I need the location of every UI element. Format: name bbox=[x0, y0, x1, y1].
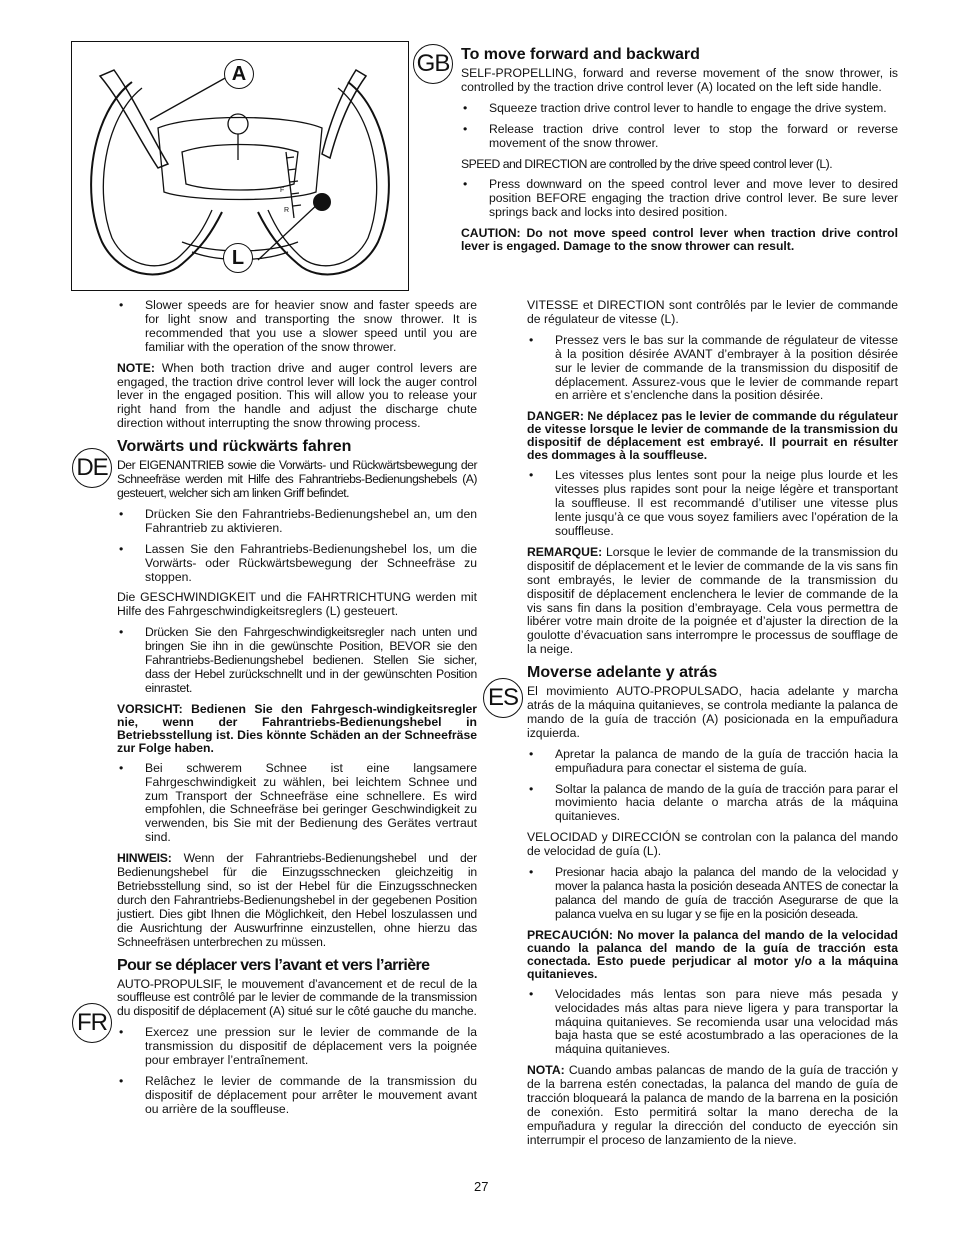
right-column bbox=[527, 299, 898, 1155]
gb-intro: SELF-PROPELLING, forward and reverse movement of the snow thrower, is controlled by the traction drive control lever (A) located on the left side handle. bbox=[461, 66, 898, 94]
gb-bullet-3: • Press downward on the speed control lever and move lever to desired position BEFORE engaging the traction drive control lever. Be sure lever springs back and locks into desired position. bbox=[461, 178, 898, 220]
de-note-text: Wenn der Fahrantriebs-Bedienungshebel und der Bedienungshebel für die Einzugsschnecken gleichzeitig in Betriebsstellung sind, so ist der Hebel für die Einzugsschnecken durch den Fahrantriebs-Bedienungshebel in der gegebenen Position justiert. Dies gibt Ihnen die Möglichkeit, den Hebel loszulassen und die Ausrichtung der Auswurfrinne einzustellen, ohne hierzu das Schneefräsen unterbrechen zu müssen. bbox=[117, 851, 477, 949]
fr-note-text: Lorsque le levier de commande de la transmission du dispositif de déplacement et le levier de commande de la vis sans fin sont embrayés, le levier de commande de la transmission du dispositif de déplacement enclenchera le levier de commande de la vis sans fin dans la position d’embrayage. Cela vous permettra de libérer votre main droite de la poignée et d’ajuster la direction de la goulotte d’évacuation sans interrompre le processus de soufflage de la neige. bbox=[527, 544, 899, 657]
gb-section bbox=[461, 46, 898, 260]
gb-speed-direction: SPEED and DIRECTION are controlled by the drive speed control lever (L). bbox=[461, 156, 833, 171]
es-note-text: Cuando ambas palancas de mando de la guía de tracción y de la barrena estén conectadas, la palanca del mando de guía de tracción bloqueará la palanca de mando de la barrena en la posición de conexión. Esto permitirá soltar la mano derecha de la empuñadura y regular la dirección del conducto de eyección sin interrumpir el proceso de lanzamiento de la nieve. bbox=[527, 1063, 898, 1147]
fr-bullet-2: • Relâchez le levier de commande de la transmission du dispositif de déplacement pour arrêter le mouvement avant ou arrière de la souffleuse. bbox=[117, 1075, 477, 1117]
gb-heading: To move forward and backward bbox=[461, 46, 700, 63]
fr-danger: DANGER: Ne déplacez pas le levier de commande du régulateur de vitesse lorsque le levier de commande de la transmission du dispositif de déplacement est embrayé. Il pourrait en résulter des dommages à la souffleuse. bbox=[527, 409, 898, 463]
de-note-label: HINWEIS: bbox=[117, 851, 172, 866]
gb-bullet-1: • Squeeze traction drive control lever to handle to engage the drive system. bbox=[461, 102, 898, 116]
fr-speed-direction: VITESSE et DIRECTION sont contrôlés par le levier de commande de régulateur de vitesse (L). bbox=[527, 298, 898, 326]
gb-caution: CAUTION: Do not move speed control lever when traction drive control lever is engaged. Damage to the snow thrower can result. bbox=[461, 226, 898, 254]
lang-badge-de: DE bbox=[72, 448, 112, 488]
gb-bullet-2: • Release traction drive control lever to stop the forward or reverse movement of the snow thrower. bbox=[461, 123, 898, 151]
es-bullet-1: • Apretar la palanca de mando de la guía de tracción hacia la empuñadura para conectar el sistema de guía. bbox=[527, 748, 898, 776]
figure-label-a: A bbox=[224, 59, 254, 89]
de-bullet-3: • Drücken Sie den Fahrgeschwindigkeitsregler nach unten und bringen Sie ihn in die gewünschte Position, BEVOR sie den Fahrantriebs-Bedienungshebel bedienen. Stellen Sie sicher, dass der Hebel zurückschnellt und in der gewünschten Position einrastet. bbox=[117, 626, 477, 696]
es-bullet-3: • Presionar hacia abajo la palanca del mando de la velocidad y mover la palanca hasta la posición deseada ANTES de conectar la palanca del mando de guía de tracción Asegurarse de que la palanca vuelva en su lugar y se fije en la posición deseada. bbox=[527, 866, 898, 922]
figure-label-l: L bbox=[223, 243, 253, 273]
scale-letter-r: R bbox=[284, 207, 290, 214]
es-precaution: PRECAUCIÓN: No mover la palanca del mando de la velocidad cuando la palanca del mando de la guía de tracción esta conectada. Esto puede perjudicar al motor y/o a la máquina quitanieves. bbox=[527, 927, 898, 981]
gb-note bbox=[117, 362, 477, 432]
fr-bullet-1: • Exercez une pression sur le levier de commande de la transmission du dispositif de déplacement vers la poignée pour embrayer l’entraînement. bbox=[117, 1026, 477, 1068]
de-speed-direction: Die GESCHWINDIGKEIT und die FAHRTRICHTUNG werden mit Hilfe des Fahrgeschwindigkeitsreglers (L) gesteuert. bbox=[117, 590, 477, 619]
fr-intro: AUTO-PROPULSIF, le mouvement d’avancement et de recul de la souffleuse est contrôlé par le levier de commande de la transmission du dispositif de déplacement (A) situé sur le côté gauche du manche. bbox=[117, 976, 477, 1019]
es-bullet-2: • Soltar la palanca de mando de la guía de tracción para parar el movimiento hacia delante o marcha atrás de la máquina quitanieves. bbox=[527, 783, 898, 825]
page-number: 27 bbox=[474, 1179, 489, 1194]
fr-heading: Pour se déplacer vers l’avant et vers l’arrière bbox=[117, 956, 430, 974]
de-note bbox=[117, 852, 477, 949]
de-bullet-2: • Lassen Sie den Fahrantriebs-Bedienungshebel los, um die Vorwärts- oder Rückwärtsbewegung der Schneefräse zu stoppen. bbox=[117, 543, 477, 585]
scale-letter-f: F bbox=[280, 187, 285, 194]
left-column bbox=[117, 299, 477, 1124]
es-note bbox=[527, 1064, 898, 1147]
gb-bullet-4: • Slower speeds are for heavier snow and faster speeds are for light snow and transporting the snow thrower. It is recommended that you use a slower speed until you are familiar with the operation of the snow thrower. bbox=[117, 299, 477, 355]
lang-badge-es: ES bbox=[483, 678, 523, 718]
gb-note-label: NOTE: bbox=[117, 360, 155, 375]
lang-badge-fr: FR bbox=[72, 1003, 112, 1043]
lang-badge-gb: GB bbox=[413, 44, 453, 84]
es-speed-direction: VELOCIDAD y DIRECCIÓN se controlan con la palanca del mando de velocidad de guía (L). bbox=[527, 830, 898, 859]
de-bullet-4: • Bei schwerem Schnee ist eine langsamere Fahrgeschwindigkeit zu wählen, bei leichtem Schnee und zum Transport der Schneefräse eine schnellere. Es wird empfohlen, die Schneefräse bei geringer Geschwindigkeit zu verwenden, bis Sie mit der Bedienung des Gerätes vertraut sind. bbox=[117, 762, 477, 845]
fr-note-label: REMARQUE: bbox=[527, 544, 603, 559]
de-bullet-1: • Drücken Sie den Fahrantriebs-Bedienungshebel an, um den Fahrantrieb zu aktivieren. bbox=[117, 508, 477, 536]
es-heading: Moverse adelante y atrás bbox=[527, 664, 718, 682]
es-intro: El movimiento AUTO-PROPULSADO, hacia adelante y marcha atrás de la máquina quitanieves, se controla mediante la palanca de mando de la guía de tracción (A) posicionada en la empuñadura izquierda. bbox=[527, 684, 898, 740]
handle-illustration bbox=[71, 41, 409, 291]
es-bullet-4: • Velocidades más lentas son para nieve más pesada y velocidades más altas para nieve ligera y para transportar la máquina quitanieves. Se recomienda usar una velocidad más baja hasta que se esté acostumbrado a las operaciones de la máquina quitanieves. bbox=[527, 988, 898, 1058]
de-intro: Der EIGENANTRIEB sowie die Vorwärts- und Rückwärtsbewegung der Schneefräse werden mit Hilfe des Fahrantriebs-Bedienungshebels (A) gesteuert, welcher sich am linken Griff befindet. bbox=[117, 458, 477, 500]
fr-bullet-3: • Pressez vers le bas sur la commande de régulateur de vitesse à la position désirée AVANT d’embrayer à la position désirée sur le levier de commande de la transmission du dispositif de déplacement. Assurez-vous que le levier de commande repart en arrière et s’enclenche dans la position désirée. bbox=[527, 334, 898, 404]
es-note-label: NOTA: bbox=[527, 1063, 565, 1078]
fr-note bbox=[527, 546, 898, 657]
de-heading: Vorwärts und rückwärts fahren bbox=[117, 438, 352, 456]
gb-note-text: When both traction drive and auger control levers are engaged, the traction drive control lever will lock the auger control lever in the engaged position. This will allow you to release your right hand from the handle and adjust the discharge chute direction without interrupting the snow throwing process. bbox=[117, 360, 477, 431]
fr-bullet-4: • Les vitesses plus lentes sont pour la neige plus lourde et les vitesses plus rapides sont pour la neige légère et transportant la souffleuse. Il est recommandé d’utiliser une vitesse plus lente jusqu’à ce que vous soyez familiers avec l’opération de la souffleuse. bbox=[527, 469, 898, 539]
de-caution: VORSICHT: Bedienen Sie den Fahrgesch-windigkeitsregler nie, wenn der Fahrantriebs-Bedienungshebel in Betriebsstellung ist. Dies könnte Schäden an der Schneefräse zur Folge haben. bbox=[117, 701, 477, 755]
